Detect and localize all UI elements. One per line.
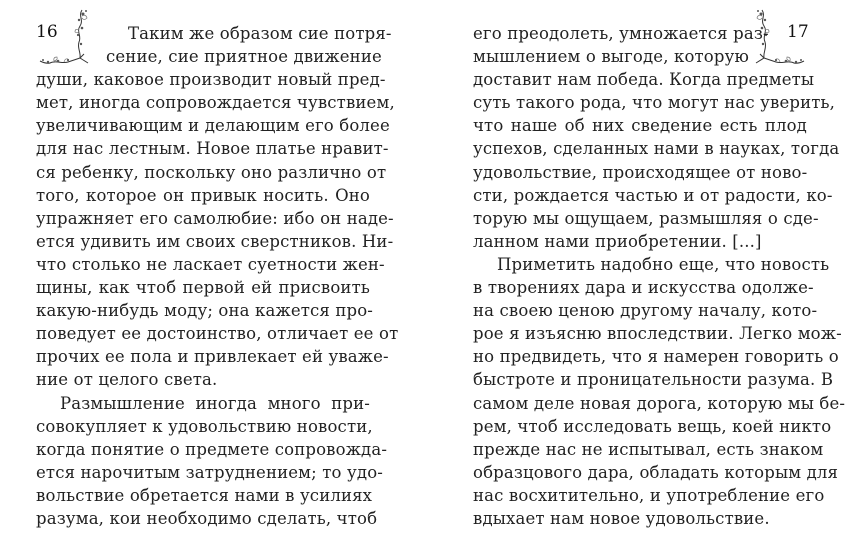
text-line: на своею ценою другому началу, кото- (473, 301, 818, 321)
text-line: вдыхает нам новое удовольствие. (473, 508, 770, 528)
text-line: ние от целого света. (36, 370, 218, 390)
text-line: самом деле новая дорога, которую мы бе- (473, 393, 846, 413)
text-line: вольствие обретается нами в усилиях (36, 485, 373, 505)
text-line: образцового дара, обладать которым для (473, 462, 839, 482)
text-line: торую мы ощущаем, размышляя о сде- (473, 208, 819, 228)
text-line: щины, как чтоб первой ей присвоить (36, 278, 370, 298)
text-line: сение, сие приятное движение (106, 47, 382, 67)
text-line: быстроте и проницательности разума. В (473, 370, 834, 390)
text-line: удовольствие, происходящее от ново- (473, 162, 808, 182)
text-line: рое я изъясню впоследствии. Легко мож- (473, 324, 842, 344)
text-line: доставит нам победа. Когда предметы (473, 70, 815, 90)
text-line: что наше об них сведение есть плод (473, 116, 807, 136)
page-number: 16 (36, 22, 58, 42)
text-line: в творениях дара и искусства одолже- (473, 278, 814, 298)
text-line: ся ребенку, поскольку оно различно от (36, 162, 387, 182)
text-line: ется удивить им своих сверстников. Ни- (36, 231, 394, 251)
text-line: увеличивающим и делающим его более (36, 116, 390, 136)
text-line: прочих ее пола и привлекает ей уваже- (36, 347, 389, 367)
text-line: мышлением о выгоде, которую (473, 47, 749, 67)
text-line: успехов, сделанных нами в науках, тогда (473, 139, 840, 159)
text-line: того, которое он привык носить. Оно (36, 185, 370, 205)
text-line: Таким же образом сие потря- (128, 24, 392, 43)
text-line: прежде нас не испытывал, есть знаком (473, 439, 824, 459)
text-line: Приметить надобно еще, что новость (497, 254, 830, 274)
text-line: но предвидеть, что я намерен говорить о (473, 347, 839, 367)
text-line: упражняет его самолюбие: ибо он наде- (36, 208, 394, 228)
text-line: ланном нами приобретении. [...] (473, 231, 762, 251)
text-line: его преодолеть, умножается раз- (473, 24, 769, 43)
body-text (36, 22, 399, 530)
text-line: разума, кои необходимо сделать, чтоб (36, 508, 378, 528)
text-line: души, каковое производит новый пред- (36, 70, 386, 90)
text-line: мет, иногда сопровождается чувствием, (36, 93, 395, 113)
body-text (473, 22, 846, 530)
text-line: нас восхитительно, и употребление его (473, 485, 825, 505)
text-line: какую-нибудь моду; она кажется про- (36, 301, 374, 321)
text-line: суть такого рода, что могут нас уверить, (473, 93, 836, 113)
text-line: совокупляет к удовольствию новости, (36, 416, 373, 436)
text-line: что столько не ласкает суетности жен- (36, 254, 385, 274)
text-line: ется нарочитым затруднением; то удо- (36, 462, 384, 482)
text-line: когда понятие о предмете сопровожда- (36, 439, 388, 459)
text-line: рем, чтоб исследовать вещь, коей никто (473, 416, 832, 436)
text-line: поведует ее достоинство, отличает ее от (36, 324, 399, 344)
page-number: 17 (787, 22, 809, 42)
right-page (430, 0, 859, 540)
text-line: для нас лестным. Новое платье нравит- (36, 139, 389, 159)
text-line: Размышление иногда много при- (60, 393, 370, 413)
text-line: сти, рождается частью и от радости, ко- (473, 185, 833, 205)
